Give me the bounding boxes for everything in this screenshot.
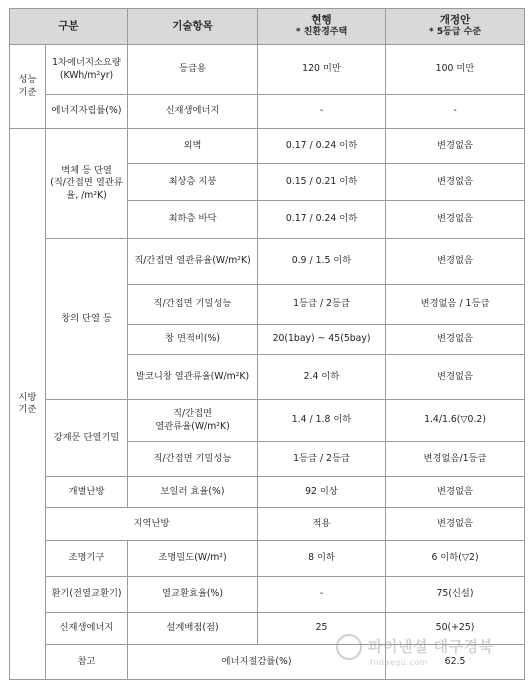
table-row	[10, 400, 525, 442]
watermark	[336, 634, 494, 667]
table-cell: 75(신설)	[386, 577, 525, 613]
table-cell: 직/간접면 열관류율(W/m²K)	[128, 239, 258, 285]
table-cell: 직/간접면 기밀성능	[128, 442, 258, 477]
table-cell: 변경없음	[386, 508, 525, 541]
header-current	[258, 9, 386, 45]
self-sufficiency-label: 에너지자립률(%)	[46, 95, 128, 129]
table-cell: 50(+25)	[386, 613, 525, 645]
table-cell: 1.4/1.6(▽0.2)	[386, 400, 525, 442]
header-revised	[386, 9, 525, 45]
table-cell: 변경없음	[386, 477, 525, 508]
table-cell: 변경없음/1등급	[386, 442, 525, 477]
district-heating-label: 지역난방	[46, 508, 258, 541]
watermark-logo-icon	[336, 634, 362, 660]
table-cell: 8 이하	[258, 541, 386, 577]
watermark-url: fndaegu.com	[370, 658, 429, 667]
window-insulation-label: 창의 단열 등	[46, 239, 128, 400]
table-cell: 변경없음	[386, 164, 525, 201]
steel-door-label: 강재문 단열기밀	[46, 400, 128, 477]
table-cell: 발코니창 열관류율(W/m²K)	[128, 355, 258, 400]
table-cell: 0.17 / 0.24 이하	[258, 129, 386, 164]
table-cell: 변경없음	[386, 239, 525, 285]
table-row	[10, 239, 525, 285]
table-cell: 1.4 / 1.8 이하	[258, 400, 386, 442]
lighting-label: 조명기구	[46, 541, 128, 577]
table-cell: 최하층 바닥	[128, 201, 258, 239]
table-cell: 보일러 효율(%)	[128, 477, 258, 508]
header-category: 구분	[10, 9, 128, 45]
wall-insulation-label: 벽체 등 단열 (직/간접면 열관류 율, /m²K)	[46, 129, 128, 239]
table-row	[10, 577, 525, 613]
table-cell: 변경없음	[386, 129, 525, 164]
header-item: 기술항목	[128, 9, 258, 45]
table-cell: 변경없음	[386, 355, 525, 400]
table-header-row	[10, 9, 525, 45]
table-row	[10, 45, 525, 95]
table-cell: 적용	[258, 508, 386, 541]
table-cell: 변경없음 / 1등급	[386, 285, 525, 325]
table-cell: -	[258, 577, 386, 613]
table-cell: 92 이상	[258, 477, 386, 508]
watermark-text: 파이낸셜 대구경북	[368, 637, 494, 656]
table-cell: 열교환효율(%)	[128, 577, 258, 613]
performance-label: 성능 기준	[10, 45, 46, 129]
table-cell: 25	[258, 613, 386, 645]
table-cell: 0.9 / 1.5 이하	[258, 239, 386, 285]
table-cell: 변경없음	[386, 325, 525, 355]
header-current-title: 현행	[311, 13, 332, 26]
table-row	[10, 129, 525, 164]
table-cell: 0.15 / 0.21 이하	[258, 164, 386, 201]
table-cell: 변경없음	[386, 201, 525, 239]
table-row	[10, 477, 525, 508]
header-revised-title: 개정안	[439, 13, 471, 26]
ventilation-label: 환기(전열교환기)	[46, 577, 128, 613]
table-cell: 등급용	[128, 45, 258, 95]
table-row	[10, 508, 525, 541]
table-cell: 20(1bay) ~ 45(5bay)	[258, 325, 386, 355]
table-cell: 2.4 이하	[258, 355, 386, 400]
table-cell: 100 미만	[386, 45, 525, 95]
individual-heating-label: 개별난방	[46, 477, 128, 508]
reference-label: 참고	[46, 645, 128, 680]
table-cell: 외벽	[128, 129, 258, 164]
table-cell: 신재생에너지	[128, 95, 258, 129]
primary-energy-label: 1차에너지소요량 (KWh/m²yr)	[46, 45, 128, 95]
table-cell: 0.17 / 0.24 이하	[258, 201, 386, 239]
table-cell: 조명밀도(W/m²)	[128, 541, 258, 577]
table-cell: 1등급 / 2등급	[258, 442, 386, 477]
table-cell: 직/간접면 열관류율(W/m²K)	[128, 400, 258, 442]
table-cell: 최상층 지붕	[128, 164, 258, 201]
table-cell: 120 미만	[258, 45, 386, 95]
table-cell: 직/간접면 기밀성능	[128, 285, 258, 325]
table-row	[10, 95, 525, 129]
table-row	[10, 541, 525, 577]
header-revised-sub: * 5등급 수준	[429, 27, 482, 38]
energy-standards-table	[9, 8, 525, 680]
table-cell: 62.5	[386, 645, 525, 680]
table-cell: 설계배점(점)	[128, 613, 258, 645]
renewable-label: 신재생에너지	[46, 613, 128, 645]
table-cell: 1등급 / 2등급	[258, 285, 386, 325]
energy-saving-label: 에너지절감률(%)	[128, 645, 386, 680]
table-cell: -	[386, 95, 525, 129]
table-cell: 6 이하(▽2)	[386, 541, 525, 577]
specification-label: 시방 기준	[10, 129, 46, 680]
table-cell: 창 면적비(%)	[128, 325, 258, 355]
table-cell: -	[258, 95, 386, 129]
header-current-sub: * 친환경주택	[295, 27, 348, 38]
